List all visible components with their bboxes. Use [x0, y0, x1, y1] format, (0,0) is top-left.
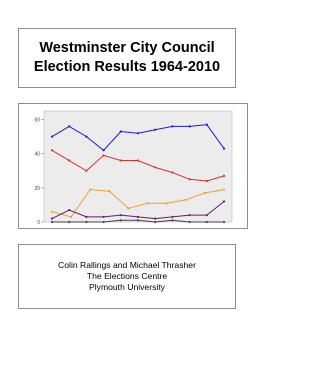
document-title-line-2: Election Results 1964-2010 — [33, 59, 221, 75]
data-point-2-7 — [185, 199, 187, 201]
data-point-1-2 — [85, 170, 87, 172]
data-point-4-1 — [68, 221, 70, 223]
data-point-2-0 — [51, 211, 53, 213]
data-point-4-2 — [85, 221, 87, 223]
data-point-2-5 — [146, 202, 148, 204]
data-point-3-10 — [223, 200, 225, 202]
document-title-line-1: Westminster City Council — [39, 40, 215, 56]
line-chart — [19, 104, 247, 228]
data-point-4-6 — [154, 221, 156, 223]
data-point-3-2 — [85, 216, 87, 218]
data-point-2-9 — [223, 188, 225, 190]
data-point-0-0 — [51, 136, 53, 138]
data-point-1-8 — [189, 178, 191, 180]
chart-box — [18, 103, 248, 229]
data-point-1-6 — [154, 166, 156, 168]
data-point-3-5 — [137, 216, 139, 218]
data-point-3-8 — [189, 214, 191, 216]
data-point-0-6 — [154, 129, 156, 131]
centre-line: The Elections Centre — [86, 271, 168, 281]
data-point-4-9 — [206, 221, 208, 223]
data-point-2-1 — [70, 216, 72, 218]
y-tick-label: 60 — [34, 117, 40, 124]
y-tick-label: 0 — [37, 220, 40, 226]
data-point-0-8 — [189, 125, 191, 127]
data-point-4-5 — [137, 219, 139, 221]
y-tick-label: 20 — [34, 185, 40, 192]
data-point-1-1 — [68, 159, 70, 161]
y-tick-label: 40 — [34, 151, 40, 158]
data-point-4-4 — [120, 219, 122, 221]
data-point-0-4 — [120, 130, 122, 132]
university-line: Plymouth University — [89, 282, 165, 292]
data-point-0-3 — [103, 149, 105, 151]
authors-line: Colin Rallings and Michael Thrasher — [58, 260, 196, 270]
data-point-0-7 — [171, 125, 173, 127]
data-point-3-7 — [171, 216, 173, 218]
data-point-2-3 — [108, 190, 110, 192]
data-point-4-3 — [103, 221, 105, 223]
data-point-3-0 — [51, 217, 53, 219]
data-point-4-8 — [189, 221, 191, 223]
data-point-2-6 — [166, 202, 168, 204]
title-box — [18, 28, 236, 88]
data-point-0-10 — [223, 147, 225, 149]
data-point-0-9 — [206, 124, 208, 126]
data-point-1-9 — [206, 180, 208, 182]
data-point-1-3 — [103, 154, 105, 156]
data-point-3-9 — [206, 214, 208, 216]
data-point-1-10 — [223, 175, 225, 177]
data-point-3-4 — [120, 214, 122, 216]
data-point-2-2 — [89, 188, 91, 190]
data-point-1-7 — [171, 171, 173, 173]
data-point-0-5 — [137, 132, 139, 134]
data-point-2-4 — [127, 207, 129, 209]
credits-box — [18, 244, 236, 309]
data-point-0-2 — [85, 136, 87, 138]
data-point-3-6 — [154, 217, 156, 219]
data-point-4-10 — [223, 221, 225, 223]
data-point-4-0 — [51, 221, 53, 223]
data-point-1-5 — [137, 159, 139, 161]
data-point-1-0 — [51, 149, 53, 151]
data-point-2-8 — [204, 192, 206, 194]
data-point-3-1 — [68, 209, 70, 211]
data-point-4-7 — [171, 219, 173, 221]
data-point-1-4 — [120, 159, 122, 161]
data-point-3-3 — [103, 216, 105, 218]
data-point-0-1 — [68, 125, 70, 127]
